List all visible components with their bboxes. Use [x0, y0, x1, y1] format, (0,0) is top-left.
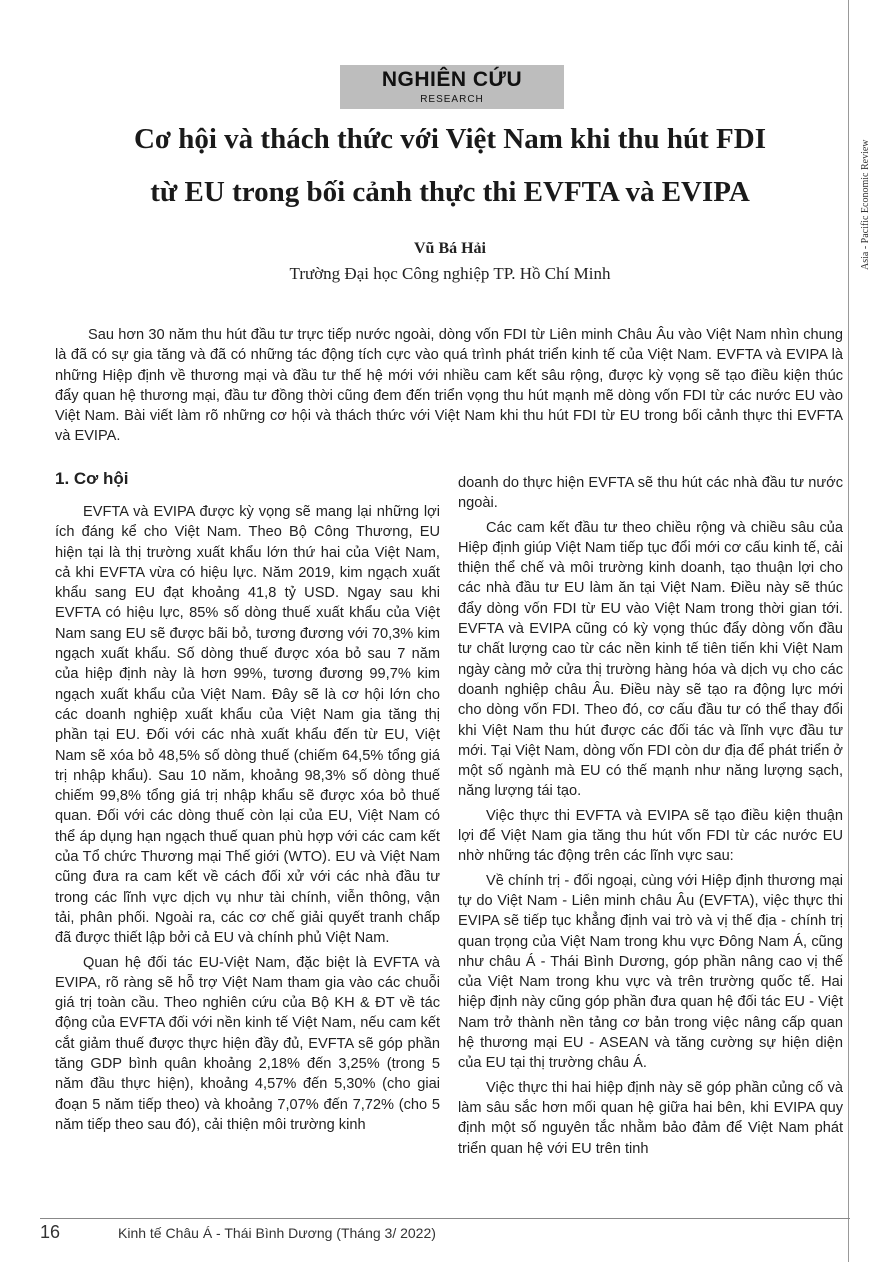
journal-side-label: Asia - Pacific Economic Review	[860, 139, 871, 270]
article-title-line-2: từ EU trong bối cảnh thực thi EVFTA và EVIPA	[150, 176, 750, 208]
page-number: 16	[40, 1222, 61, 1242]
section-header-title: NGHIÊN CỨU	[381, 68, 523, 91]
right-column	[458, 473, 843, 1159]
article-title-line-1: Cơ hội và thách thức với Việt Nam khi thu hút FDI	[133, 123, 766, 155]
journal-footer: Kinh tế Châu Á - Thái Bình Dương (Tháng 3/ 2022)	[118, 1225, 436, 1241]
footer-divider	[40, 1218, 850, 1219]
body-paragraph: EVFTA và EVIPA được kỳ vọng sẽ mang lại những lợi ích đáng kể cho Việt Nam. Theo Bộ Công Thương, EU hiện tại là thị trường xuất khẩu lớn thứ hai của Việt Nam, cả khi EVFTA vừa có hiệu lực. Năm 2019, kim ngạch xuất khẩu sang EU đạt khoảng 41,8 tỷ USD. Ngay sau khi EVFTA có hiệu lực, 85% số dòng thuế xuất khẩu của Việt Nam sang EU sẽ được bãi bỏ, tương đương với 70,3% kim ngạch xuất khẩu. Số dòng thuế được xóa bỏ sau 7 năm của hiệp định này là hơn 99%, tương đương 99,7% kim ngạch xuất khẩu của Việt Nam. Đây sẽ là cơ hội lớn cho các doanh nghiệp xuất khẩu của Việt Nam gia tăng thị phần tại EU. Đối với các nhà xuất khẩu đến từ EU, Việt Nam sẽ xóa bỏ 48,5% số dòng thuế (chiếm 64,5% tổng giá trị nhập khẩu). Sau 10 năm, khoảng 98,3% số dòng thuế chiếm 99,8% tổng giá trị nhập khẩu sẽ được xóa bỏ thuế quan. Đối với các dòng thuế còn lại của EU, Việt Nam có thể áp dụng hạn ngạch thuế quan phù hợp với các cam kết của Tổ chức Thương mại Thế giới (WTO). EU và Việt Nam cũng đưa ra cam kết về cách đối xử với các nhà đầu tư trong các lĩnh vực dịch vụ như tài chính, viễn thông, vận tải, phân phối. Ngoài ra, các cơ chế giải quyết tranh chấp đã được thiết lập bởi cả EU và chính phủ Việt Nam.	[55, 504, 440, 947]
body-paragraph: Việc thực thi hai hiệp định này sẽ góp phần củng cố và làm sâu sắc hơn mối quan hệ giữa hai bên, khi EVIPA quy định một số nguyên tắc nhằm bảo đảm để Việt Nam phát triển quan hệ với EU trên tinh	[458, 1079, 843, 1157]
body-paragraph: Về chính trị - đối ngoại, cùng với Hiệp định thương mại tự do Việt Nam - Liên minh châu Âu (EVFTA), việc thực thi EVIPA sẽ tiếp tục khẳng định vai trò và vị thế địa - chính trị quan trọng của Việt Nam trong khu vực Đông Nam Á, cũng như châu Á - Thái Bình Dương, góp phần nâng cao vị thế của Việt Nam trong khu vực và trên trường quốc tế. Hai hiệp định này cũng góp phần đưa quan hệ đối tác EU - Việt Nam trở thành nền tảng cơ bản trong việc nâng cấp quan hệ thương mại EU - ASEAN và tăng cường sự hiện diện của EU tại thị trường châu Á.	[458, 872, 843, 1072]
author-affiliation: Trường Đại học Công nghiệp TP. Hồ Chí Minh	[289, 264, 611, 283]
section-heading: 1. Cơ hội	[55, 469, 129, 488]
body-paragraph: Việc thực thi EVFTA và EVIPA sẽ tạo điều kiện thuận lợi để Việt Nam gia tăng thu hút vốn FDI từ các nước EU nhờ những tác động trên các lĩnh vực sau:	[458, 807, 843, 865]
body-paragraph: Quan hệ đối tác EU-Việt Nam, đặc biệt là EVFTA và EVIPA, rõ ràng sẽ hỗ trợ Việt Nam tham gia vào các chuỗi giá trị toàn cầu. Theo nghiên cứu của Bộ KH & ĐT về tác động của EVFTA đối với nền kinh tế Việt Nam, nếu cam kết cắt giảm thuế được thực hiện đầy đủ, EVFTA sẽ góp phần tăng GDP bình quân khoảng 2,18% đến 3,25% (trong 5 năm đầu thực hiện), khoảng 4,57% đến 5,30% (cho giai đoạn 5 năm tiếp theo) và khoảng 7,07% đến 7,72% (cho 5 năm tiếp theo sau đó), cải thiện môi trường kinh	[55, 954, 440, 1133]
side-divider	[848, 0, 849, 1262]
author-name: Vũ Bá Hải	[413, 240, 486, 257]
body-paragraph: doanh do thực hiện EVFTA sẽ thu hút các nhà đầu tư nước ngoài.	[458, 475, 843, 512]
section-header-subtitle: RESEARCH	[420, 94, 484, 105]
body-paragraph: Các cam kết đầu tư theo chiều rộng và chiều sâu của Hiệp định giúp Việt Nam tiếp tục đổi mới cơ cấu kinh tế, cải thiện thể chế và môi trường kinh doanh, tạo thuận lợi cho các nhà đầu tư EU làm ăn tại Việt Nam. Điều này sẽ thúc đẩy dòng vốn FDI từ EU vào Việt Nam trong thời gian tới. EVFTA và EVIPA cũng có kỳ vọng thúc đẩy dòng vốn đầu tư chất lượng cao từ các nền kinh tế tiên tiến khi Việt Nam ngày càng mở cửa thị trường hàng hóa và dịch vụ cho các doanh nghiệp châu Âu. Điều này sẽ tạo ra động lực mới cho dòng vốn FDI. Theo đó, cơ cấu đầu tư có thể thay đổi khi Việt Nam thu hút được các đối tác và lĩnh vực đầu tư mới. Tại Việt Nam, dòng vốn FDI còn dư địa để phát triển ở một số ngành mà EU có thế mạnh như năng lượng sạch, năng lượng tái tạo.	[458, 519, 843, 800]
left-column	[55, 468, 440, 1135]
abstract: Sau hơn 30 năm thu hút đầu tư trực tiếp nước ngoài, dòng vốn FDI từ Liên minh Châu Âu vào Việt Nam nhìn chung là đã có sự gia tăng và đã có những tác động tích cực vào quá trình phát triển kinh tế của Việt Nam. EVFTA và EVIPA là những Hiệp định về thương mại và đầu tư thế hệ mới với nhiều cam kết sâu rộng, được kỳ vọng sẽ tạo điều kiện thúc đẩy quan hệ thương mại, đầu tư đồng thời cũng đem đến triển vọng thu hút mạnh mẽ dòng vốn FDI từ các nước EU vào Việt Nam. Bài viết làm rõ những cơ hội và thách thức với Việt Nam khi thu hút FDI từ EU trong bối cảnh thực thi EVFTA và EVIPA.	[55, 327, 843, 445]
article-title	[60, 113, 840, 219]
